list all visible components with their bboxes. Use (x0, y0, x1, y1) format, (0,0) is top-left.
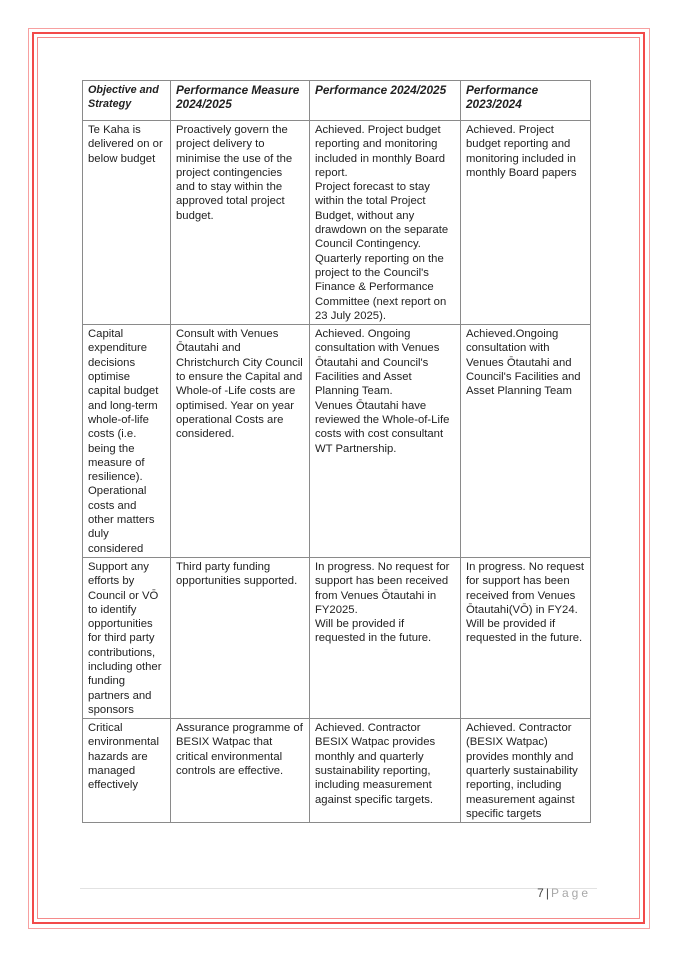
page-number-value: 7 (537, 886, 544, 900)
cell-objective: Support any efforts by Council or VŌ to identify opportunities for third party contributions, including other funding partners and sponsors (83, 557, 171, 718)
performance-table (82, 80, 591, 823)
table-row (83, 557, 591, 718)
table-row (83, 325, 591, 558)
table-row (83, 121, 591, 325)
header-performance-2025: Performance 2024/2025 (310, 81, 461, 121)
footer-divider (80, 888, 597, 889)
header-objective: Objective and Strategy (83, 81, 171, 121)
cell-measure: Assurance programme of BESIX Watpac that critical environmental controls are effective. (171, 719, 310, 823)
cell-measure: Proactively govern the project delivery to minimise the use of the project contingencies and to stay within the approved total project budget. (171, 121, 310, 325)
page-number-separator: | (545, 886, 549, 900)
cell-performance-2025: Achieved. Contractor BESIX Watpac provides monthly and quarterly sustainability reporting, including measurement against specific targets. (310, 719, 461, 823)
header-performance-2024: Performance 2023/2024 (461, 81, 591, 121)
cell-performance-2025: Achieved. Project budget reporting and monitoring included in monthly Board report. Project forecast to stay within the total Project Budget, without any drawdown on the separate Council Contingency. Quarterly reporting on the project to the Council's Finance & Performance Committee (next report on 23 July 2025). (310, 121, 461, 325)
cell-performance-2024: Achieved. Contractor (BESIX Watpac) provides monthly and quarterly sustainability reporting, including measurement against specific targets (461, 719, 591, 823)
table-row (83, 719, 591, 823)
cell-performance-2025: In progress. No request for support has been received from Venues Ōtautahi in FY2025. Will be provided if requested in the future. (310, 557, 461, 718)
page-number (537, 886, 591, 900)
cell-performance-2024: Achieved.Ongoing consultation with Venues Ōtautahi and Council's Facilities and Asset Planning Team (461, 325, 591, 558)
header-measure: Performance Measure 2024/2025 (171, 81, 310, 121)
table-header-row (83, 81, 591, 121)
page-label: Page (550, 886, 591, 900)
cell-performance-2024: Achieved. Project budget reporting and monitoring included in monthly Board papers (461, 121, 591, 325)
cell-objective: Capital expenditure decisions optimise capital budget and long-term whole-of-life costs (i.e. being the measure of resilience). Operational costs and other matters duly considered (83, 325, 171, 558)
cell-objective: Critical environmental hazards are managed effectively (83, 719, 171, 823)
cell-objective: Te Kaha is delivered on or below budget (83, 121, 171, 325)
cell-performance-2025: Achieved. Ongoing consultation with Venues Ōtautahi and Council's Facilities and Asset Planning Team. Venues Ōtautahi have reviewed the Whole-of-Life costs with cost consultant WT Partnership. (310, 325, 461, 558)
cell-measure: Consult with Venues Ōtautahi and Christchurch City Council to ensure the Capital and Whole-of -Life costs are optimised. Year on year operational Costs are considered. (171, 325, 310, 558)
cell-measure: Third party funding opportunities supported. (171, 557, 310, 718)
cell-performance-2024: In progress. No request for support has been received from Venues Ōtautahi(VŌ) in FY24. Will be provided if requested in the future. (461, 557, 591, 718)
